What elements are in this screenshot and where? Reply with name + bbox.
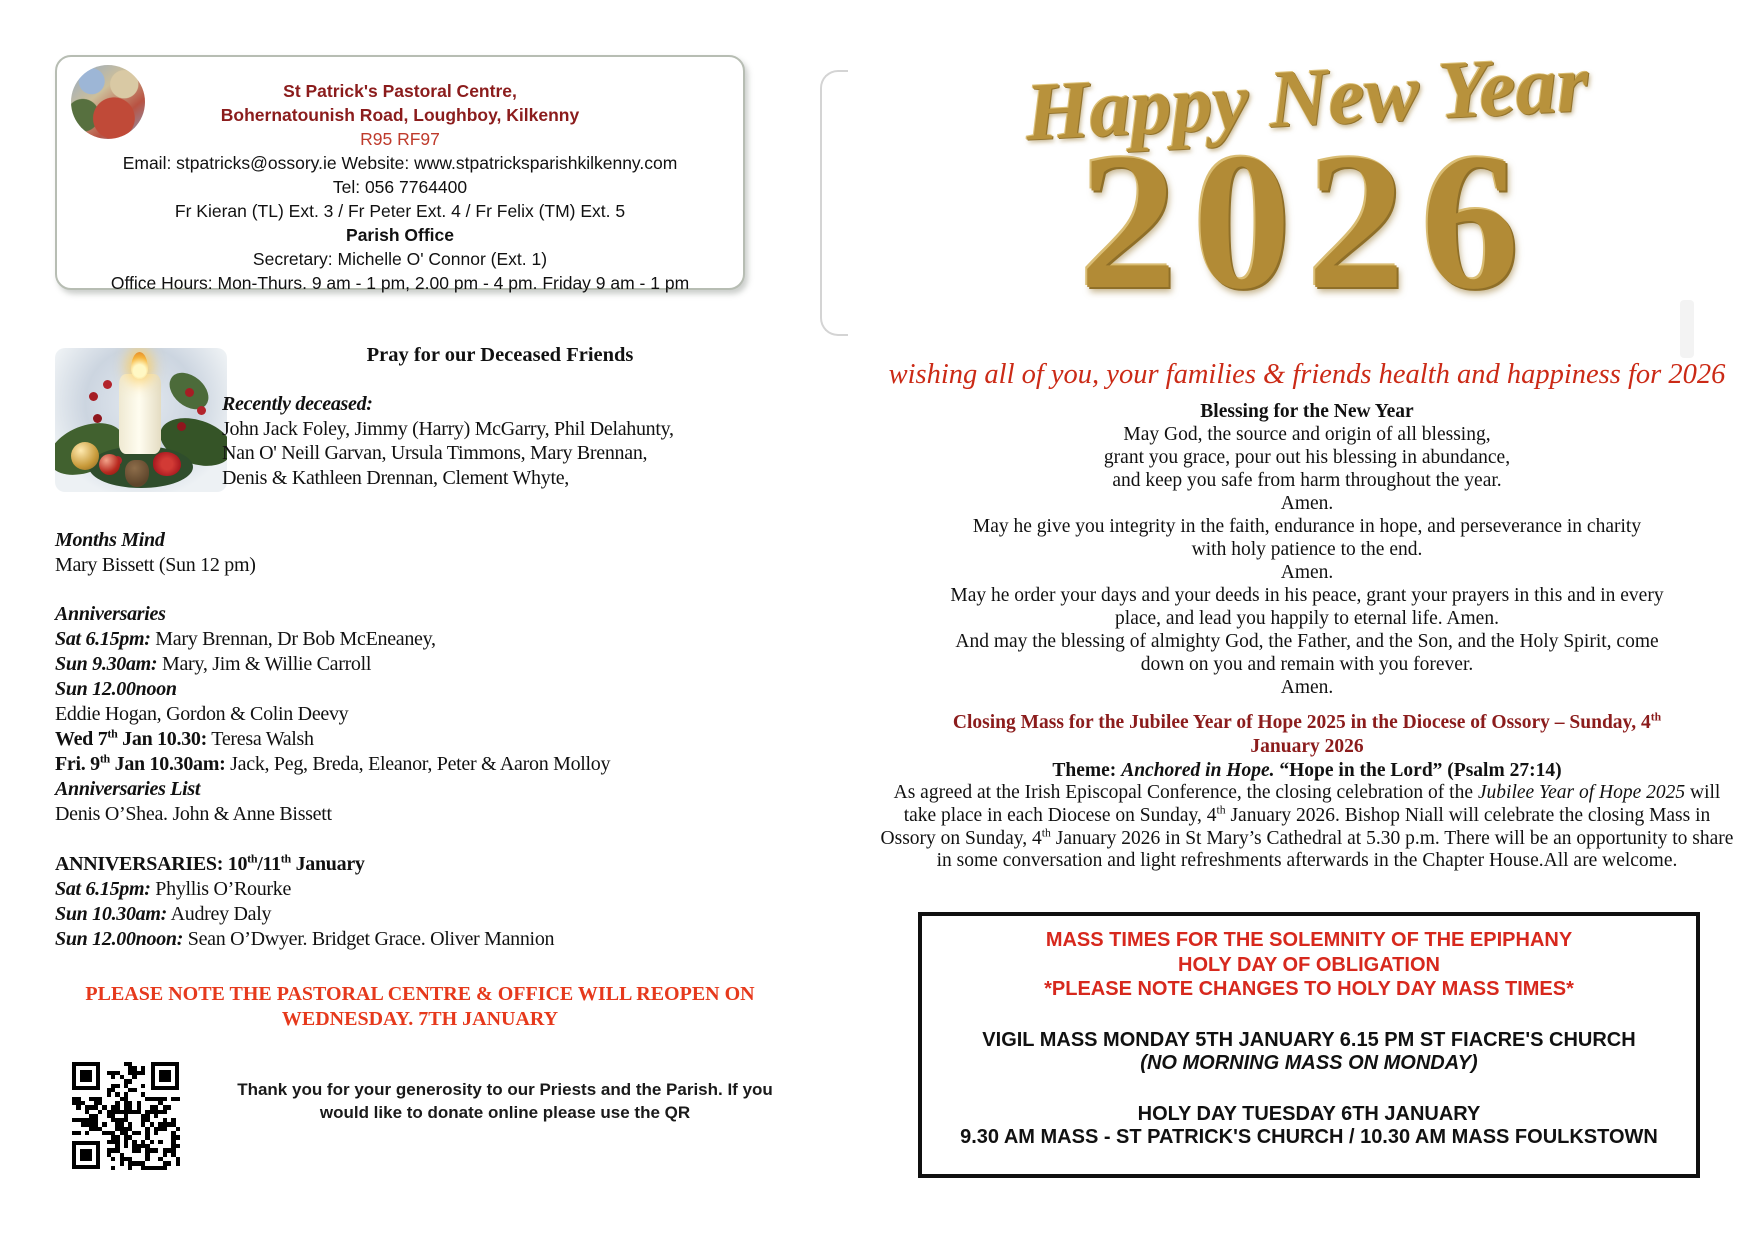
- office-reopen-notice: [75, 982, 765, 1032]
- blessing-line: grant you grace, pour out his blessing in abundance,: [1103, 447, 1511, 468]
- anniversaries-block: [55, 602, 610, 827]
- parish-office-label: Parish Office: [346, 225, 454, 245]
- epiphany-heading-line: MASS TIMES FOR THE SOLEMNITY OF THE EPIPHANY: [1045, 929, 1573, 951]
- blessing-line: place, and lead you happily to eternal life. Amen.: [1115, 608, 1499, 629]
- anniversaries-title: Anniversaries: [55, 603, 166, 625]
- qr-finder-top-right: [151, 1062, 179, 1090]
- deceased-names-line: Denis & Kathleen Drennan, Clement Whyte,: [222, 466, 569, 489]
- qr-finder-top-left: [72, 1062, 100, 1090]
- closing-mass-heading-line1: Closing Mass for the Jubilee Year of Hope 2025 in the Diocese of Ossory – Sunday, 4th: [952, 710, 1662, 733]
- months-mind-entry: Mary Bissett (Sun 12 pm): [55, 554, 256, 576]
- pinecone: [125, 460, 149, 487]
- no-morning-mass-line: (NO MORNING MASS ON MONDAY): [1140, 1052, 1478, 1074]
- donation-qr-code: [68, 1058, 184, 1174]
- red-bauble: [99, 454, 120, 475]
- priests-extensions: Fr Kieran (TL) Ext. 3 / Fr Peter Ext. 4 / Fr Felix (TM) Ext. 5: [174, 201, 626, 221]
- holly-berries: [89, 392, 98, 401]
- anniversaries-list-title: Anniversaries List: [55, 778, 201, 800]
- closing-mass-heading-line2: January 2026: [1250, 736, 1364, 757]
- january-anniversaries-block: [55, 852, 554, 952]
- epiphany-heading-line: *PLEASE NOTE CHANGES TO HOLY DAY MASS TIMES*: [1044, 978, 1574, 1000]
- holy-day-mass-info: [922, 1103, 1696, 1150]
- blessing-line: and keep you safe from harm throughout the year.: [1112, 470, 1502, 491]
- parish-phone: Tel: 056 7764400: [332, 177, 468, 197]
- candle: [119, 374, 161, 454]
- deceased-names-line: Nan O' Neill Garvan, Ursula Timmons, Mary Brennan,: [222, 442, 648, 464]
- anniversary-line: Sun 10.30am: Audrey Daly: [55, 903, 272, 925]
- donation-thanks-line: Thank you for your generosity to our Priests and the Parish. If you: [237, 1080, 773, 1099]
- image-frame-fragment: [820, 70, 848, 336]
- anniversary-line: Sun 12.00noon: Sean O’Dwyer. Bridget Grace. Oliver Mannion: [55, 928, 555, 950]
- donation-thanks-text: [225, 1078, 785, 1124]
- parish-contact-lines: [57, 79, 743, 295]
- gold-bauble: [71, 442, 99, 470]
- holy-day-line: HOLY DAY TUESDAY 6TH JANUARY: [1137, 1102, 1481, 1125]
- deceased-section-title: Pray for our Deceased Friends: [366, 344, 634, 366]
- anniversary-line: Fri. 9th Jan 10.30am: Jack, Peg, Breda, Eleanor, Peter & Aaron Molloy: [55, 751, 611, 775]
- new-year-wishes-line: wishing all of you, your families & friends health and happiness for 2026: [888, 359, 1726, 390]
- deceased-names-line: John Jack Foley, Jimmy (Harry) McGarry, Phil Delahunty,: [222, 417, 674, 440]
- blessing-line: down on you and remain with you forever.: [1140, 654, 1474, 675]
- donation-thanks-line: would like to donate online please use the QR: [319, 1103, 691, 1122]
- qr-finder-bottom-left: [72, 1141, 100, 1169]
- blessing-line: Amen.: [1280, 493, 1334, 514]
- months-mind-block: [55, 528, 256, 578]
- blessing-line: Amen.: [1280, 677, 1334, 698]
- january-anniversaries-title: ANNIVERSARIES: 10th/11th January: [55, 851, 365, 875]
- reopen-notice-line: PLEASE NOTE THE PASTORAL CENTRE & OFFICE WILL REOPEN ON: [85, 983, 755, 1005]
- parish-name: St Patrick's Pastoral Centre,: [283, 81, 517, 101]
- blessing-line: with holy patience to the end.: [1191, 539, 1423, 560]
- new-year-blessing-block: [878, 400, 1736, 699]
- holy-day-masses-line: 9.30 AM MASS - ST PATRICK'S CHURCH / 10.30 AM MASS FOULKSTOWN: [960, 1126, 1658, 1148]
- anniversary-line: Sat 6.15pm: Mary Brennan, Dr Bob McEneaney,: [55, 628, 436, 650]
- blessing-line: May he order your days and your deeds in his peace, grant your prayers in this and in every: [950, 585, 1664, 606]
- office-hours: Office Hours: Mon-Thurs. 9 am - 1 pm, 2.00 pm - 4 pm. Friday 9 am - 1 pm: [110, 273, 690, 293]
- anniversary-line: Eddie Hogan, Gordon & Colin Deevy: [55, 703, 349, 725]
- parish-eircode: R95 RF97: [360, 129, 440, 149]
- blessing-line: Amen.: [1280, 562, 1334, 583]
- anniversaries-list-entry: Denis O’Shea. John & Anne Bissett: [55, 803, 332, 825]
- closing-mass-theme: Theme: Anchored in Hope. “Hope in the Lord” (Psalm 27:14): [1052, 760, 1562, 781]
- vigil-mass-info: [922, 1029, 1696, 1076]
- blessing-line: May God, the source and origin of all blessing,: [1123, 424, 1491, 445]
- epiphany-heading-line: HOLY DAY OF OBLIGATION: [1178, 953, 1440, 976]
- recently-deceased-label: Recently deceased:: [222, 393, 373, 415]
- closing-mass-section: [878, 711, 1736, 873]
- anniversary-line: Sun 9.30am: Mary, Jim & Willie Carroll: [55, 653, 372, 675]
- christmas-candle-image: [55, 348, 227, 492]
- parish-address: Bohernatounish Road, Loughboy, Kilkenny: [220, 105, 580, 125]
- secretary-line: Secretary: Michelle O' Connor (Ext. 1): [252, 249, 548, 269]
- year-2026: 2026: [1079, 113, 1535, 330]
- epiphany-mass-times-box: [918, 912, 1700, 1178]
- vigil-mass-line: VIGIL MASS MONDAY 5TH JANUARY 6.15 PM ST FIACRE'S CHURCH: [982, 1028, 1636, 1051]
- anniversary-line: Wed 7th Jan 10.30: Teresa Walsh: [55, 726, 314, 750]
- months-mind-title: Months Mind: [55, 529, 165, 551]
- parish-email-website: Email: stpatricks@ossory.ie Website: www.stpatricksparishkilkenny.com: [122, 153, 678, 173]
- happy-new-year-script: Happy New Year: [1023, 37, 1591, 158]
- parish-contact-card: [55, 55, 745, 293]
- blessing-title: Blessing for the New Year: [1200, 401, 1414, 422]
- candle-flame: [131, 352, 148, 379]
- epiphany-red-heading: [922, 928, 1696, 1002]
- closing-mass-body: As agreed at the Irish Episcopal Conference, the closing celebration of the Jubilee Year of Hope 2025 will take place in each Diocese on Sunday, 4th January 2026. Bishop Niall will celebrate the closing Mass in Ossory on Sunday, 4th January 2026 in St Mary’s Cathedral at 5.30 p.m. There will be an opportunity to share in some conversation and light refreshments afterwards in the Chapter House.All are welcome.: [880, 782, 1734, 872]
- blessing-line: May he give you integrity in the faith, endurance in hope, and perseverance in charity: [972, 516, 1642, 537]
- reopen-notice-line: WEDNESDAY. 7TH JANUARY: [281, 1008, 559, 1030]
- anniversary-line: Sat 6.15pm: Phyllis O’Rourke: [55, 878, 292, 900]
- recently-deceased-block: [222, 392, 674, 490]
- happy-new-year-2026-image: [878, 37, 1736, 330]
- poinsettia: [153, 452, 181, 476]
- anniversary-line: Sun 12.00noon: [55, 678, 177, 700]
- blessing-line: And may the blessing of almighty God, the Father, and the Son, and the Holy Spirit, come: [955, 631, 1659, 652]
